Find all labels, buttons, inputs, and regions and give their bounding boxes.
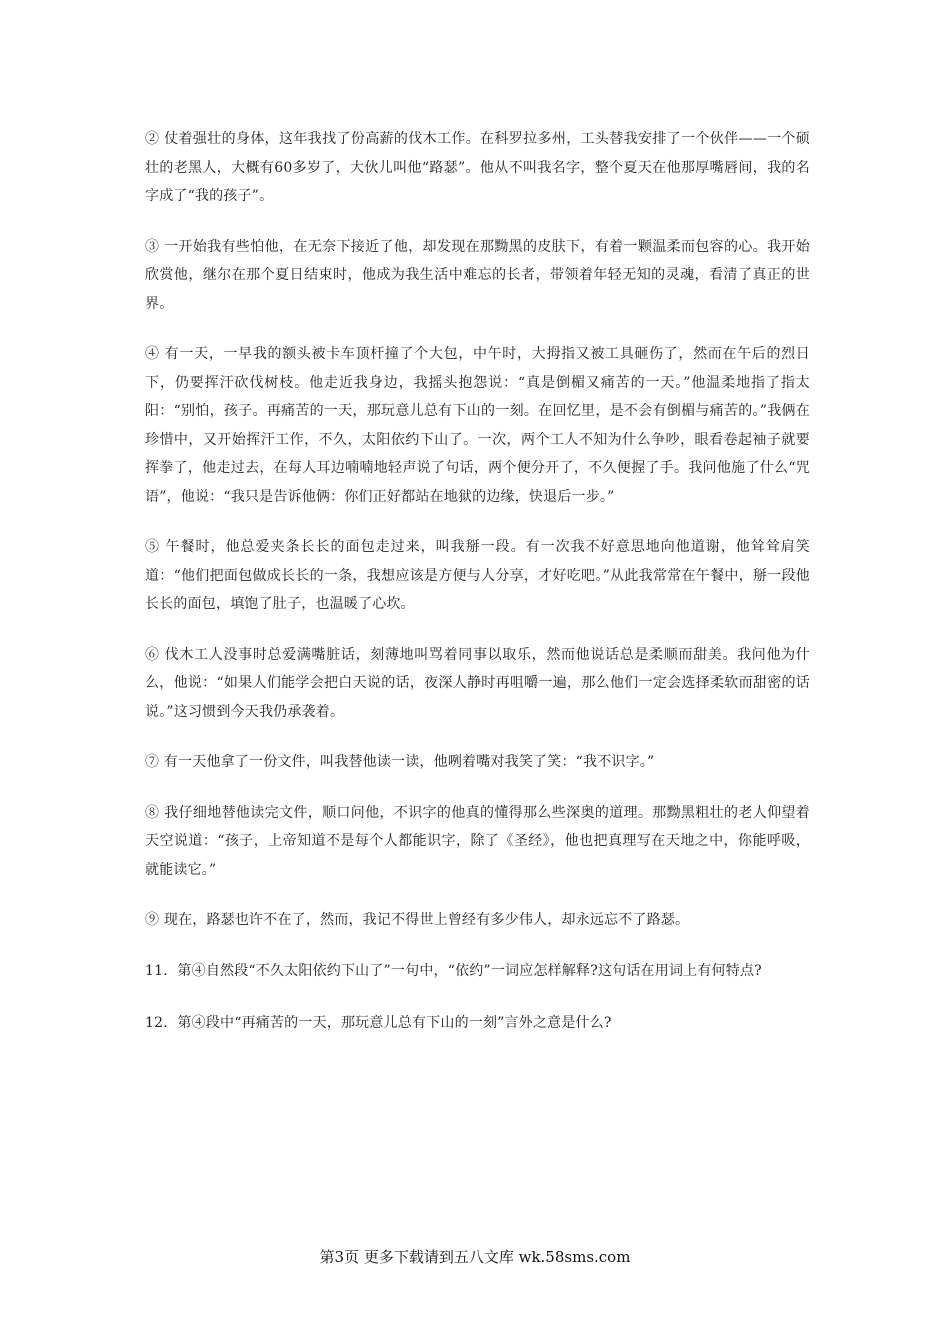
paragraph-7: ⑦ 有一天他拿了一份文件，叫我替他读一读，他咧着嘴对我笑了笑：“我不识字。” <box>145 754 655 770</box>
paragraph-2: ② 仗着强壮的身体，这年我找了份高薪的伐木工作。在科罗拉多州，工头替我安排了一个伙伴——一个硕壮的老黑人，大概有60多岁了，大伙儿叫他“路瑟”。他从不叫我名字，整个夏天在他那厚嘴唇间，我的名字成了“我的孩子”。 <box>145 131 810 204</box>
paragraph-5: ⑤ 午餐时，他总爱夹条长长的面包走过来，叫我掰一段。有一次我不好意思地向他道谢，他耸耸肩笑道：“他们把面包做成长长的一条，我想应该是方便与人分享，才好吃吧。”从此我常常在午餐中，掰一段他长长的面包，填饱了肚子，也温暖了心坎。 <box>145 539 810 612</box>
paragraph-6: ⑥ 伐木工人没事时总爱满嘴脏话，刻薄地叫骂着同事以取乐，然而他说话总是柔顺而甜美。我问他为什么，他说：“如果人们能学会把白天说的话，夜深人静时再咀嚼一遍，那么他们一定会选择柔软而甜密的话说。”这习惯到今天我仍承袭着。 <box>145 646 810 720</box>
paragraph-4: ④ 有一天，一早我的额头被卡车顶杆撞了个大包，中午时，大拇指又被工具砸伤了，然而在午后的烈日下，仍要挥汗砍伐树枝。他走近我身边，我摇头抱怨说：“真是倒楣又痛苦的一天。”他温柔地指了指太阳：“别怕，孩子。再痛苦的一天，那玩意儿总有下山的一刻。在回忆里，是不会有倒楣与痛苦的。”我俩在珍惜中，又开始挥汗工作，不久，太阳依约下山了。一次，两个工人不知为什么争吵，眼看卷起袖子就要挥拳了，他走过去，在每人耳边喃喃地轻声说了句话，两个便分开了，不久便握了手。我问他施了什么“咒语”，他说：“我只是告诉他俩：你们正好都站在地狱的边缘，快退后一步。” <box>145 346 810 505</box>
paragraph-9: ⑨ 现在，路瑟也许不在了，然而，我记不得世上曾经有多少伟人，却永远忘不了路瑟。 <box>145 912 690 928</box>
question-12: 12．第④段中“再痛苦的一天，那玩意儿总有下山的一刻”言外之意是什么? <box>145 1014 612 1031</box>
paragraph-8: ⑧ 我仔细地替他读完文件，顺口问他，不识字的他真的懂得那么些深奥的道理。那黝黑粗壮的老人仰望着天空说道：“孩子，上帝知道不是每个人都能识字，除了《圣经》，他也把真理写在天地之中，你能呼吸，就能读它。” <box>145 804 810 878</box>
article-body <box>145 125 810 1061</box>
question-11: 11．第④自然段“不久太阳依约下山了”一句中，“依约”一词应怎样解释?这句话在用词上有何特点? <box>145 962 762 979</box>
page-footer: 第3页 更多下载请到五八文库 wk.58sms.com <box>319 1248 631 1266</box>
paragraph-3: ③ 一开始我有些怕他，在无奈下接近了他，却发现在那黝黑的皮肤下，有着一颗温柔而包容的心。我开始欣赏他，继尔在那个夏日结束时，他成为我生活中难忘的长者，带领着年轻无知的灵魂，看清了真正的世界。 <box>145 238 810 312</box>
